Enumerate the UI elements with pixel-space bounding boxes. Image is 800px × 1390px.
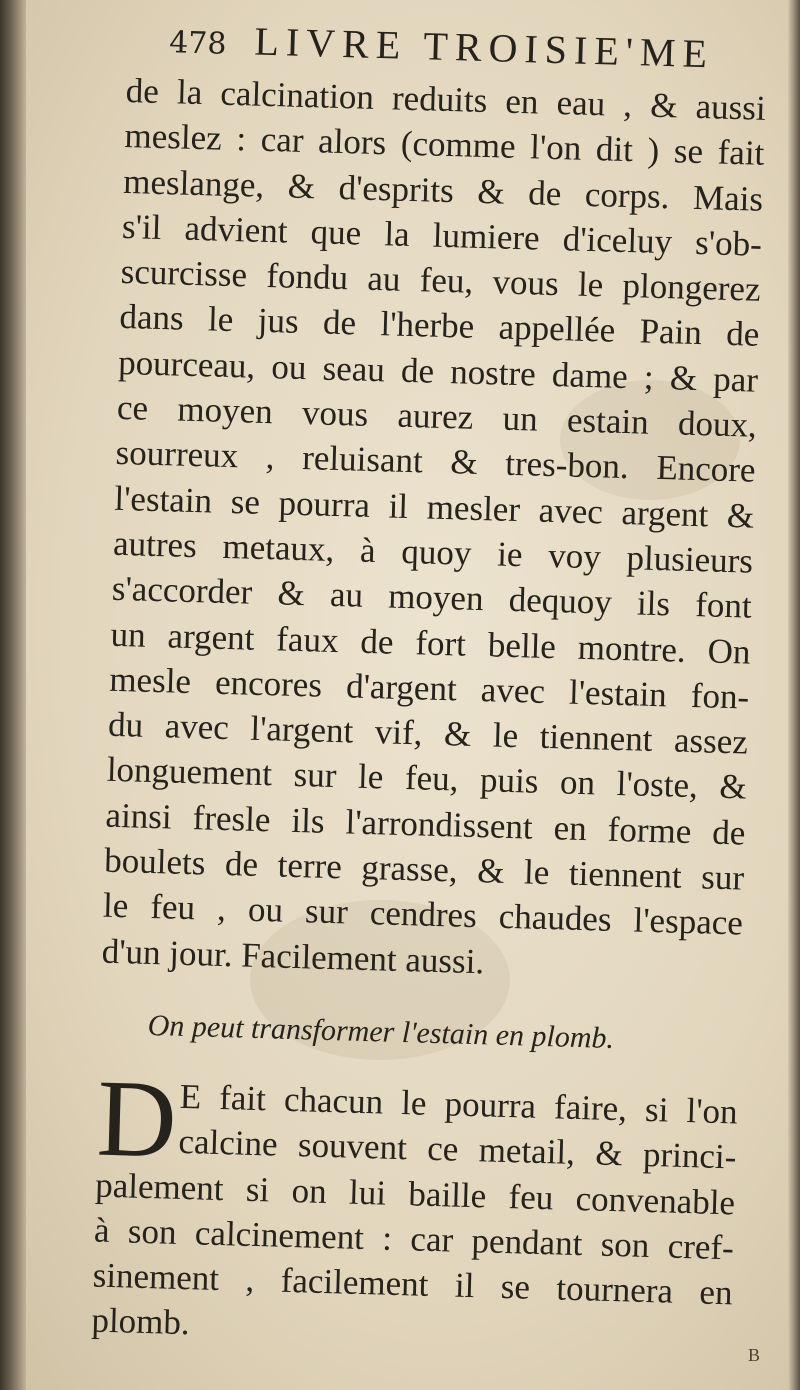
section-paragraph: [90, 1056, 739, 1362]
text-line: mesle encores d'argent avec l'estain fon-: [108, 659, 750, 717]
text-line: boulets de terre grasse, & le tiennent sur: [103, 840, 745, 898]
text-line: s'accorder & au moyen dequoy ils font: [111, 569, 753, 626]
text-line: s'il advient que la lumiere d'iceluy s'ob-: [121, 206, 763, 264]
page-edge: [788, 0, 800, 1390]
drop-cap: D: [95, 1056, 179, 1181]
text-line: dans le jus de l'herbe appellée Pain de: [118, 297, 760, 355]
text-line: l'estain se pourra il mesler avec argent &: [113, 478, 755, 536]
text-line: calcine souvent ce metail, & princi-: [177, 1122, 737, 1177]
text-line: palement si on lui baille feu convenable: [94, 1165, 736, 1222]
body-paragraph: [101, 68, 766, 991]
text-line: d'un jour. Facilement aussi.: [101, 931, 485, 981]
running-head: LIVRE TROISIE'ME: [253, 18, 715, 77]
text-line: le feu , ou sur cendres chaudes l'espace: [102, 886, 744, 943]
signature-mark: B: [747, 1345, 760, 1365]
text-line: ainsi fresle ils l'arrondissent en forme de: [105, 795, 746, 853]
text-line: longuement sur le feu, puis on l'oste, &: [106, 750, 748, 808]
text-line: ce moyen vous aurez un estain doux,: [116, 387, 758, 445]
text-line: à son calcinement : car pendant son cref-: [93, 1210, 735, 1268]
text-line: du avec l'argent vif, & le tiennent assez: [107, 704, 749, 762]
text-line: E fait chacun le pourra faire, si l'on: [179, 1076, 739, 1132]
text-line: sinement , facilement il se tournera en: [92, 1255, 734, 1313]
section-heading: On peut transformer l'estain en plomb.: [147, 1008, 615, 1055]
text-line: meslange, & d'esprits & de corps. Mais: [122, 161, 764, 219]
text-line: autres metaux, à quoy ie voy plusieurs: [112, 523, 754, 581]
text-line: de la calcination reduits en eau , & aussi: [125, 70, 767, 128]
page-number: 478: [168, 25, 227, 62]
text-line: sourreux , reluisant & tres-bon. Encore: [115, 433, 757, 491]
text-line: un argent faux de fort belle montre. On: [110, 614, 751, 672]
text-line: meslez : car alors (comme l'on dit ) se fait: [124, 116, 765, 174]
text-line: pourceau, ou seau de nostre dame ; & par: [117, 342, 759, 400]
book-gutter: [0, 0, 26, 1390]
text-block: [91, 14, 768, 1361]
text-line: scurcisse fondu au feu, vous le plongerez: [120, 252, 762, 309]
text-line: plomb.: [90, 1300, 191, 1343]
